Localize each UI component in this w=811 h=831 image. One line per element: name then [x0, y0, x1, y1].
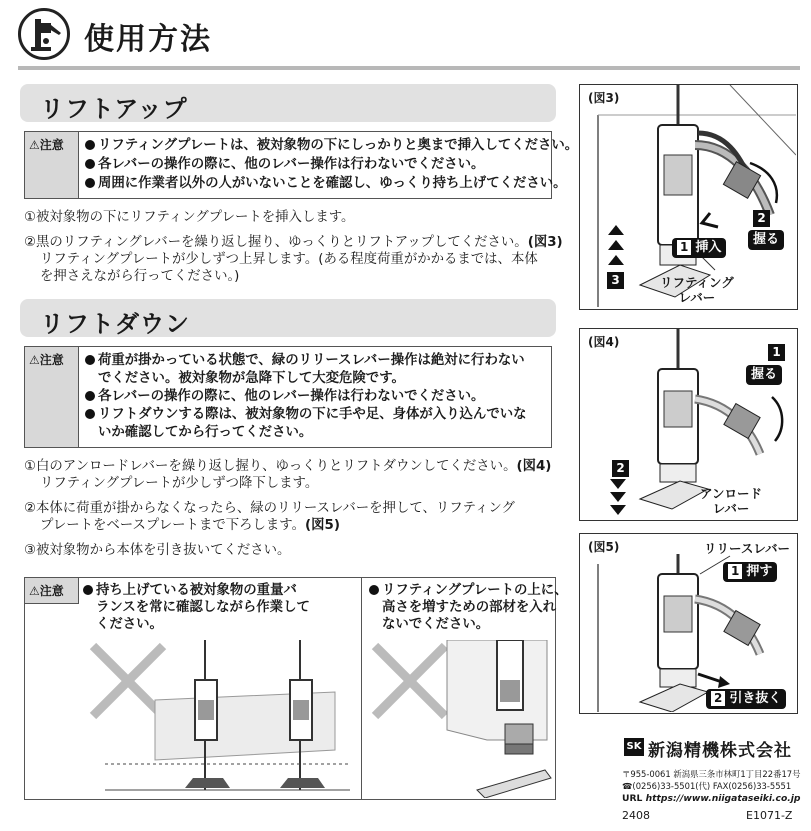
- page-title: 使用方法: [84, 22, 212, 57]
- step-2-badge: 2 引き抜く: [706, 689, 786, 709]
- section-heading-lift-up: [20, 84, 556, 122]
- release-illustration: [580, 534, 796, 712]
- caution-label: [25, 132, 79, 198]
- lift-down-step-1-cont: リフティングプレートが少しずつ降下します。: [40, 476, 319, 491]
- caution-box-lift-up: [24, 131, 579, 199]
- header-divider: [18, 66, 800, 70]
- caution-item: 周囲に作業者以外の人がいないことを確認し、ゆっくり持ち上げてください。: [85, 175, 567, 193]
- lift-down-step-2: ②本体に荷重が掛からなくなったら、緑のリリースレバーを押して、リフティング: [24, 501, 515, 516]
- step-1-badge: 1 押す: [723, 562, 777, 582]
- tool-usage-icon: [18, 8, 70, 60]
- caution-item-cont: ください。: [96, 617, 163, 632]
- lift-down-step-2-cont: プレートをベースプレートまで下ろします。(図5): [40, 518, 340, 533]
- figure-label: (図3): [588, 91, 620, 105]
- lift-down-illustration: [580, 329, 796, 519]
- section-title: リフトアップ: [40, 95, 188, 123]
- section-heading-lift-down: [20, 299, 556, 337]
- company-name: 新潟精機株式会社: [648, 741, 792, 761]
- warning-icon: ⚠: [29, 353, 40, 367]
- caution-item: リフトダウンする際は、被対象物の下に手や足、身体が入り込んでいな: [85, 406, 527, 424]
- caution-label: [25, 578, 79, 604]
- caution-item: 各レバーの操作の際に、他のレバー操作は行わないでください。: [85, 388, 484, 406]
- caution-item: 荷重が掛かっている状態で、緑のリリースレバー操作は絶対に行わない: [85, 352, 525, 370]
- figure-5: [579, 533, 798, 714]
- caution-item: 各レバーの操作の際に、他のレバー操作は行わないでください。: [85, 156, 484, 174]
- lift-down-step-3: ③被対象物から本体を引き抜いてください。: [24, 543, 291, 558]
- warning-icon: ⚠: [29, 138, 40, 152]
- lift-up-step-1: ①被対象物の下にリフティングプレートを挿入します。: [24, 210, 355, 225]
- document-code: E1071-Z: [746, 809, 793, 822]
- caution-text: 注意: [39, 584, 64, 598]
- unbalanced-load-illustration: [85, 640, 355, 798]
- step-1-badge: 握る: [746, 365, 782, 385]
- caution-item-cont: ないでください。: [382, 617, 490, 632]
- figure-3: [579, 84, 798, 310]
- caution-item: リフティングプレートの上に、: [369, 582, 568, 600]
- caution-item: 持ち上げている被対象物の重量バ: [83, 582, 297, 600]
- step-1-badge: 1 挿入: [672, 238, 726, 258]
- company-phone: ☎(0256)33-5501(代) FAX(0256)33-5551: [622, 781, 792, 791]
- lift-up-step-2-cont: リフティングプレートが少しずつ上昇します。(ある程度荷重がかかるまでは、本体: [40, 252, 538, 267]
- company-url[interactable]: URL https://www.niigataseiki.co.jp: [622, 793, 801, 804]
- company-logo: SK: [624, 738, 644, 756]
- extra-height-illustration: [367, 640, 553, 798]
- caution-item-cont: でください。被対象物が急降下して大変危険です。: [98, 371, 405, 386]
- caution-label: [25, 347, 79, 447]
- release-lever-label: リリースレバー: [704, 541, 791, 556]
- page-header: [18, 8, 798, 68]
- caution-item-cont: ランスを常に確認しながら作業して: [96, 600, 310, 615]
- caution-box-bottom: [24, 577, 568, 800]
- unload-lever-label: アンロード レバー: [700, 486, 763, 516]
- caution-box-lift-down: [24, 346, 552, 448]
- caution-text: 注意: [39, 138, 64, 152]
- step-1-number: 1: [768, 344, 785, 361]
- caution-item: リフティングプレートは、被対象物の下にしっかりと奥まで挿入してください。: [85, 137, 578, 155]
- step-2-badge: 握る: [748, 230, 784, 250]
- company-address: 〒955-0061 新潟県三条市林町1丁目22番17号: [622, 769, 801, 779]
- caution-text: 注意: [39, 353, 64, 367]
- step-2-number: 2: [612, 460, 629, 477]
- step-3-number: 3: [607, 272, 624, 289]
- lift-down-step-1: ①白のアンロードレバーを繰り返し握り、ゆっくりとリフトダウンしてください。(図4): [24, 459, 552, 474]
- figure-label: (図5): [588, 540, 620, 554]
- lift-up-step-2: ②黒のリフティングレバーを繰り返し握り、ゆっくりとリフトアップしてください。(図3): [24, 235, 563, 250]
- warning-icon: ⚠: [29, 584, 40, 598]
- lift-up-step-2-cont: を押さえながら行ってください。): [40, 269, 240, 284]
- figure-label: (図4): [588, 335, 620, 349]
- caution-item-cont: いか確認してから行ってください。: [98, 425, 313, 440]
- date-code: 2408: [622, 809, 650, 822]
- figure-4: [579, 328, 798, 521]
- caution-divider: [361, 578, 362, 799]
- section-title: リフトダウン: [40, 310, 190, 338]
- caution-item-cont: 高さを増すための部材を入れ: [382, 600, 557, 615]
- step-2-number: 2: [753, 210, 770, 227]
- lifting-lever-label: リフティング レバー: [660, 275, 734, 305]
